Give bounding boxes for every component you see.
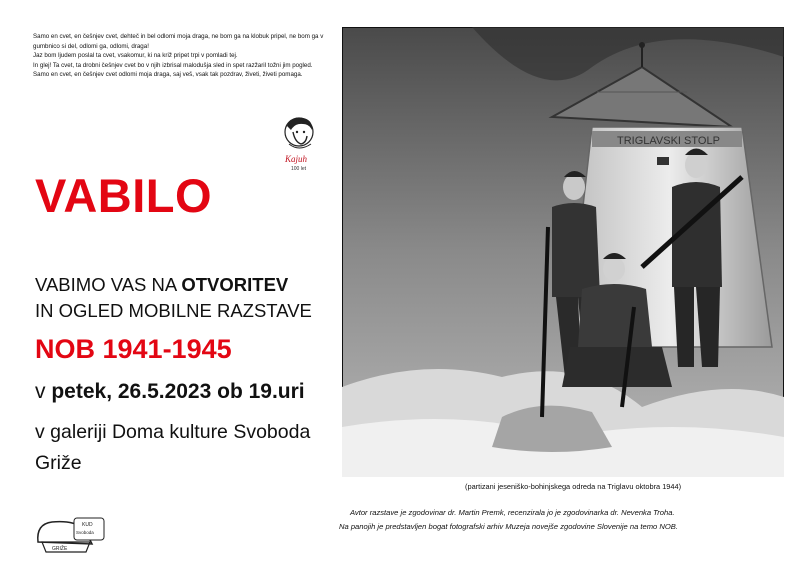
kud-svoboda-logo (32, 514, 110, 558)
event-date (35, 380, 305, 404)
portrait-years: 100 let (291, 166, 307, 172)
portrait-signature: Kajuh (285, 154, 308, 164)
exhibition-title: NOB 1941-1945 (35, 334, 232, 364)
poem-text (33, 32, 338, 80)
invitation-line-2: IN OGLED MOBILNE RAZSTAVE (35, 300, 312, 321)
credits-line-1: Avtor razstave je zgodovinar dr. Martin Premk, recenzirala jo je zgodovinarka dr. Nevenka Troha. (350, 508, 675, 517)
poem-stanza: Samo en cvet, en češnjev cvet odlomi moja draga, saj veš, vsak tak pozdrav, živeti, živeti pomaga. (33, 71, 303, 79)
logo-middle-text: Svoboda (76, 530, 94, 535)
photo-caption: (partizani jeseniško-bohinjskega odreda na Triglavu oktobra 1944) (465, 482, 682, 491)
poem-stanza: Jaz bom ljudem poslal ta cvet, vsakomur, ki na križ pripet trpi v pomladi tej. (33, 52, 238, 60)
logo-top-text: KUD (82, 522, 93, 528)
page-title: VABILO (35, 169, 213, 222)
venue-line-2: Griže (35, 452, 82, 474)
invitation-opening: OTVORITEV (181, 274, 289, 295)
poem-stanza: Samo en cvet, en češnjev cvet, dehteč in bel odlomi moja draga, ne bom ga na klobuk pripel, ne bom ga v gumbnico si del, odlomi ga, odlomi, draga! (33, 33, 324, 50)
credits-line-2: Na panojih je predstavljen bogat fotografski arhiv Muzeja novejše zgodovine Slovenije na temo NOB. (339, 522, 678, 531)
poem-stanza: In glej! Ta cvet, ta drobni češnjev cvet bo v njih izbrisal malodušja sled in spet razžaril tožni jim pogled. (33, 61, 313, 69)
logo-bottom-text: GRIŽE (52, 546, 68, 552)
invitation-prefix: VABIMO VAS NA (35, 274, 182, 295)
date-value: petek, 26.5.2023 ob 19.uri (51, 380, 305, 403)
invitation-line-1 (35, 274, 288, 296)
historical-photo (342, 27, 784, 477)
kajuh-portrait-logo (275, 110, 325, 172)
date-prefix: v (35, 380, 52, 403)
venue-line-1: v galeriji Doma kulture Svoboda (35, 421, 311, 443)
tower-sign: TRIGLAVSKI STOLP (617, 135, 720, 147)
